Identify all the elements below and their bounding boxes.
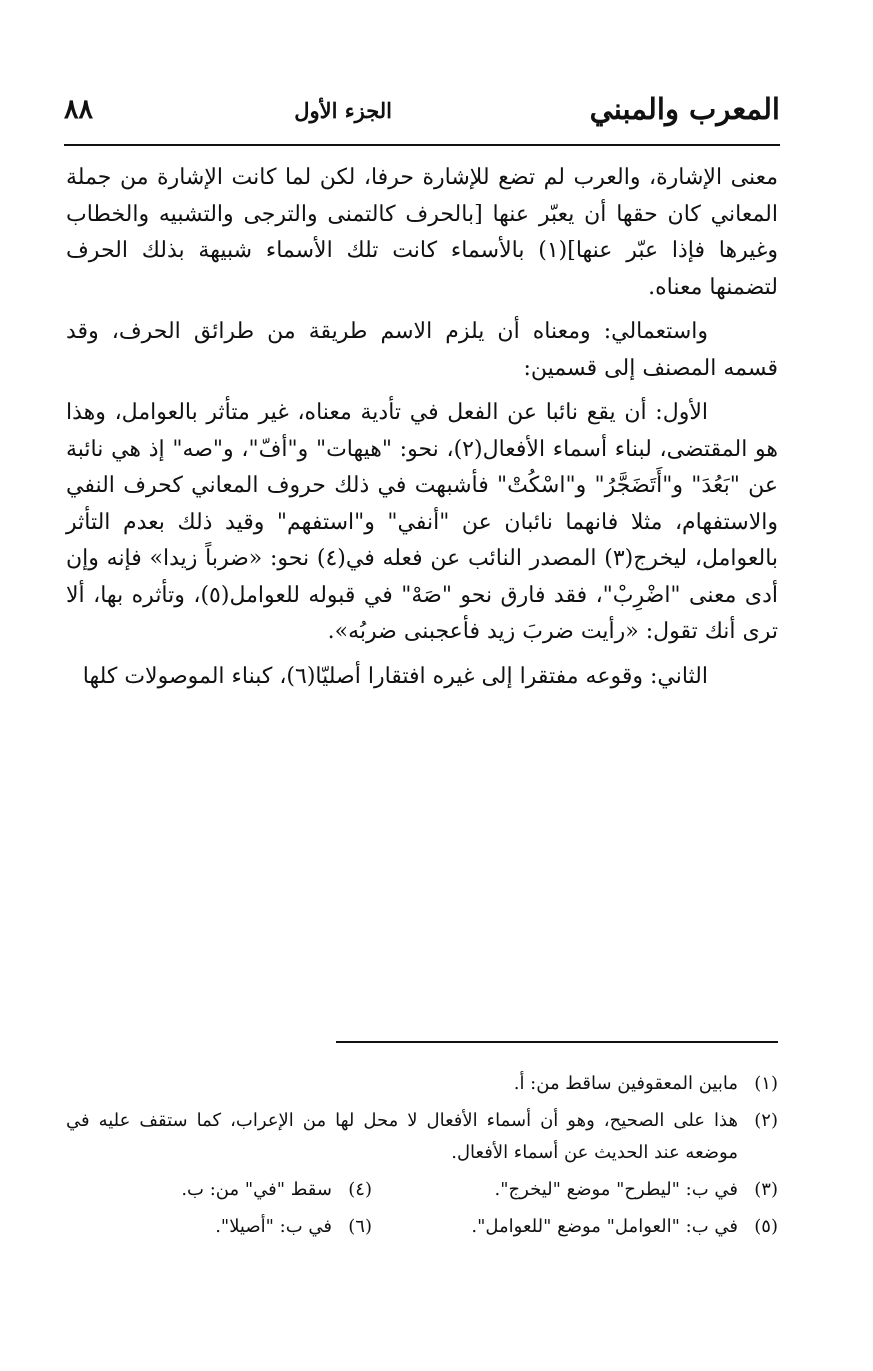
footnote-row <box>66 1174 778 1205</box>
page-header <box>62 88 780 144</box>
footnote-number: (٢) <box>754 1110 778 1132</box>
paragraph-4: الثاني: وقوعه مفتقرا إلى غيره افتقارا أصليّا(٦)، كبناء الموصولات كلها <box>82 663 708 689</box>
footnote-1 <box>66 1068 778 1099</box>
page-number: ٨٨ <box>64 94 94 125</box>
book-title: المعرب والمبني <box>589 92 780 126</box>
footnote-row <box>66 1211 778 1242</box>
footnote-3 <box>372 1174 778 1205</box>
footnote-4 <box>66 1174 372 1205</box>
footnote-number: (١) <box>754 1073 778 1094</box>
footnote-5 <box>372 1211 778 1242</box>
footnotes <box>66 1068 778 1249</box>
footnote-text: سقط "في" من: ب. <box>181 1178 332 1200</box>
footnote-text: في ب: "أصيلا". <box>215 1216 332 1238</box>
footnote-number: (٣) <box>754 1178 778 1200</box>
paragraph-1: معنى الإشارة، والعرب لم تضع للإشارة حرفا، لكن لما كانت الإشارة من جملة المعاني كان حقها أن يعبّر عنها [بالحرف كالتمنى والترجى والتشبيه والخطاب وغيرها فإذا عبّر عنها](١) بالأسماء كانت تلك الأسماء شبيهة بذلك الحرف لتضمنها معناه. <box>66 165 779 300</box>
footnote-number: (٤) <box>348 1178 372 1200</box>
part-title: الجزء الأول <box>294 98 392 123</box>
paragraph-2: واستعمالي: ومعناه أن يلزم الاسم طريقة من طرائق الحرف، وقد قسمه المصنف إلى قسمين: <box>66 319 778 381</box>
footnote-6 <box>66 1211 372 1242</box>
footnote-2 <box>66 1105 778 1168</box>
paragraph-3: الأول: أن يقع نائبا عن الفعل في تأدية معناه، غير متأثر بالعوامل، وهذا هو المقتضى، لبناء أسماء الأفعال(٢)، نحو: "هيهات" و"أفّ"، و"صه" إذ هي نائبة عن "بَعُدَ" و"أَتَضَجَّرُ" و"اسْكُتْ" فأشبهت في ذلك حروف المعاني كحرف النفي والاستفهام، مثلا فانهما نائبان عن "أنفي" و"استفهم" وقيد ذلك بعدم التأثر بالعوامل، ليخرج(٣) المصدر النائب عن فعله في(٤) نحو: «ضرباً زيدا» فإنه وإن أدى معنى "اضْرِبْ"، فقد فارق نحو "صَهْ" في قبوله للعوامل(٥)، وتأثره بها، ألا ترى أنك تقول: «رأيت ضربَ زيد فأعجبنى ضربُه». <box>66 400 779 645</box>
footnote-text: في ب: "العوامل" موضع "للعوامل". <box>471 1216 738 1238</box>
footnote-text: مابين المعقوفين ساقط من: أ. <box>513 1073 738 1094</box>
footnote-text: في ب: "ليطرح" موضع "ليخرج". <box>494 1178 738 1200</box>
footnote-number: (٦) <box>348 1216 372 1238</box>
main-text <box>66 160 778 703</box>
footnote-rule <box>336 1041 778 1043</box>
footnote-number: (٥) <box>754 1216 778 1238</box>
footnote-text: هذا على الصحيح، وهو أن أسماء الأفعال لا محل لها من الإعراب، كما ستقف عليه في موضعه عند الحديث عن أسماء الأفعال. <box>66 1110 738 1163</box>
header-rule <box>64 144 780 146</box>
